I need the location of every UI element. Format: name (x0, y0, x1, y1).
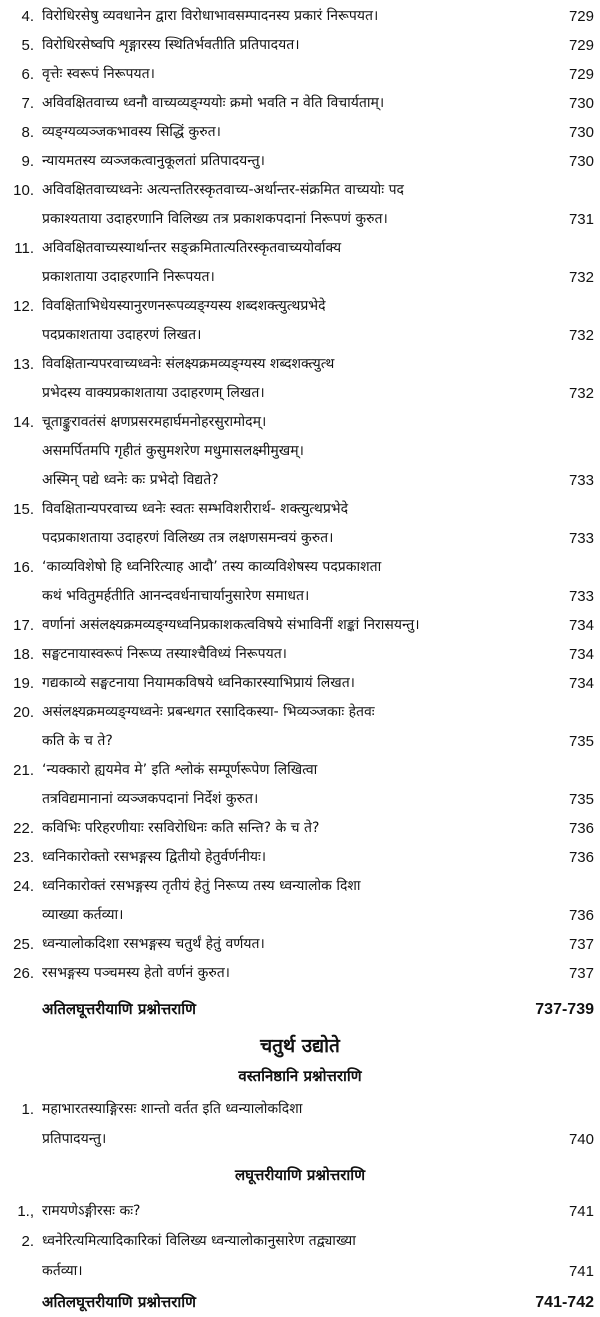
entry-text-line: अविवक्षितवाच्यस्यार्थान्तर सङ्क्रमितात्यतिरस्कृतवाच्ययोर्वाक्य (42, 240, 342, 256)
entry-page-number: 730 (568, 124, 594, 141)
entry-number: 6. (21, 66, 34, 83)
entry-page-number: 736 (568, 849, 594, 866)
toc-entry (0, 495, 600, 553)
entry-text-line: रसभङ्गस्य पञ्चमस्य हेतो वर्णनं कुरुत। (42, 965, 230, 981)
entry-page-number: 729 (568, 8, 594, 25)
entry-text-line: वृत्तेः स्वरूपं निरूपयत। (42, 66, 155, 82)
entry-text-line: ‘काव्यविशेषो हि ध्वनिरित्याह आदौ’ तस्य काव्यविशेषस्य पदप्रकाशता (42, 559, 382, 575)
entry-number: 19. (13, 675, 34, 692)
toc-entry (0, 350, 600, 408)
entry-text-line: कविभिः परिहरणीयाः रसविरोधिनः कति सन्ति? के च ते? (42, 820, 320, 836)
entry-text-line: कथं भवितुमर्हतीति आनन्दवर्धनाचार्यानुसारेण समाधत। (42, 588, 310, 604)
entry-page-number: 735 (568, 791, 594, 808)
toc-entry (0, 176, 600, 234)
summary-label: अतिलघूत्तरीयाणि प्रश्नोत्तराणि (42, 1293, 196, 1311)
entry-text-line: पदप्रकाशताया उदाहरणं लिखत। (42, 327, 202, 343)
entry-number: 5. (21, 37, 34, 54)
entry-text-line: वर्णानां असंलक्ष्यक्रमव्यङ्ग्यध्वनिप्रकाशकत्वविषये संभाविनीं शङ्कां निरासयन्तु। (42, 617, 420, 633)
toc-entry (0, 147, 600, 176)
entry-text-line: ध्वन्यालोकदिशा रसभङ्गस्य चतुर्थं हेतुं वर्णयत। (42, 936, 265, 952)
entry-text-line: व्याख्या कर्तव्या। (42, 907, 124, 923)
toc-entry (0, 118, 600, 147)
toc-entry (0, 872, 600, 930)
entry-text-line: विवक्षितान्यपरवाच्यध्वनेः संलक्ष्यक्रमव्यङ्ग्यस्य शब्दशक्त्युत्थ (42, 356, 335, 372)
entry-number: 21. (13, 762, 34, 779)
entry-text-line: चूताङ्कुरावतंसं क्षणप्रसरमहार्घमनोहरसुरामोदम्। (42, 414, 267, 430)
entry-number: 7. (21, 95, 34, 112)
entry-number: 26. (13, 965, 34, 982)
summary-row-1 (0, 995, 600, 1024)
entry-page-number: 737 (568, 965, 594, 982)
entry-text-line: प्रकाश्यताया उदाहरणानि विलिख्य तत्र प्रकाशकपदानां निरूपणं कुरुत। (42, 211, 388, 227)
entry-page-number: 740 (568, 1131, 594, 1148)
section-heading-short-answer: लघूत्तरीयाणि प्रश्नोत्तराणि (234, 1166, 366, 1184)
section-heading-objective: वस्तनिष्ठानि प्रश्नोत्तराणि (238, 1067, 362, 1085)
entry-number: 20. (13, 704, 34, 721)
entry-text-line: रामयणेऽङ्गीरसः कः? (42, 1203, 141, 1219)
entry-text-line: ‘न्यक्कारो ह्ययमेव मे’ इति श्लोकं सम्पूर्णरूपेण लिखित्वा (42, 762, 318, 778)
entry-text-line: व्यङ्ग्यव्यञ्जकभावस्य सिद्धिं कुरुत। (42, 124, 221, 140)
summary-label: अतिलघूत्तरीयाणि प्रश्नोत्तराणि (42, 1000, 196, 1018)
entry-page-number: 729 (568, 37, 594, 54)
toc-entry (0, 1227, 600, 1287)
entry-text-line: न्यायमतस्य व्यञ्जकत्वानुकूलतां प्रतिपादयन्तु। (42, 153, 265, 169)
entry-number: 4. (21, 8, 34, 25)
toc-entry (0, 669, 600, 698)
entry-page-number: 736 (568, 907, 594, 924)
entry-page-number: 732 (568, 327, 594, 344)
entry-number: 23. (13, 849, 34, 866)
entry-page-number: 736 (568, 820, 594, 837)
entry-text-line: असमर्पितमपि गृहीतं कुसुमशरेण मधुमासलक्ष्मीमुखम्। (42, 443, 304, 459)
chapter-title: चतुर्थ उद्योते (260, 1035, 340, 1057)
entry-number: 13. (13, 356, 34, 373)
entry-text-line: पदप्रकाशताया उदाहरणं विलिख्य तत्र लक्षणसमन्वयं कुरुत। (42, 530, 334, 546)
entry-page-number: 730 (568, 153, 594, 170)
summary-page-range: 737-739 (535, 1001, 594, 1018)
entry-number: 9. (21, 153, 34, 170)
toc-entry (0, 1095, 600, 1155)
toc-entry (0, 698, 600, 756)
entry-number: 1., (17, 1203, 34, 1220)
entry-text-line: ध्वनेरित्यमित्यादिकारिकां विलिख्य ध्वन्यालोकानुसारेण तद्व्याख्या (42, 1233, 356, 1249)
entry-page-number: 734 (568, 646, 594, 663)
entry-page-number: 731 (568, 211, 594, 228)
entry-number: 11. (14, 240, 34, 257)
toc-entry (0, 60, 600, 89)
toc-entry (0, 1197, 600, 1227)
entry-text-line: प्रतिपादयन्तु। (42, 1131, 107, 1147)
entry-number: 22. (13, 820, 34, 837)
entry-number: 14. (13, 414, 34, 431)
entry-number: 25. (13, 936, 34, 953)
entry-text-line: ध्वनिकारोक्तं रसभङ्गस्य तृतीयं हेतुं निरूप्य तस्य ध्वन्यालोक दिशा (42, 878, 361, 894)
toc-entry (0, 2, 600, 31)
entry-text-line: गद्यकाव्ये सङ्घटनाया नियामकविषये ध्वनिकारस्याभिप्रायं लिखत। (42, 675, 355, 691)
entry-number: 1. (21, 1101, 34, 1118)
entry-page-number: 730 (568, 95, 594, 112)
entry-page-number: 734 (568, 675, 594, 692)
toc-entry (0, 408, 600, 495)
entry-number: 18. (13, 646, 34, 663)
entry-page-number: 733 (568, 530, 594, 547)
entry-page-number: 741 (568, 1203, 594, 1220)
entry-text-line: विवक्षिताभिधेयस्यानुरणनरूपव्यङ्ग्यस्य शब्दशक्त्युत्थप्रभेदे (42, 298, 326, 314)
toc-entry (0, 31, 600, 60)
entry-number: 24. (13, 878, 34, 895)
entry-text-line: प्रकाशताया उदाहरणानि निरूपयत। (42, 269, 215, 285)
entry-page-number: 733 (568, 588, 594, 605)
entry-text-line: ध्वनिकारोक्तो रसभङ्गस्य द्वितीयो हेतुर्वर्णनीयः। (42, 849, 267, 865)
toc-entry (0, 756, 600, 814)
entry-text-line: सङ्घटनायास्वरूपं निरूप्य तस्याश्चैविध्यं निरूपयत। (42, 646, 287, 662)
toc-entry (0, 640, 600, 669)
entry-text-line: कर्तव्या। (42, 1263, 83, 1279)
entry-text-line: असंलक्ष्यक्रमव्यङ्ग्यध्वनेः प्रबन्धगत रसादिकस्या- भिव्यञ्जकाः हेतवः (42, 704, 375, 720)
entry-page-number: 734 (568, 617, 594, 634)
entry-page-number: 733 (568, 472, 594, 489)
entry-text-line: महाभारतस्याङ्गिरसः शान्तो वर्तत इति ध्वन्यालोकदिशा (42, 1101, 303, 1117)
toc-entry (0, 553, 600, 611)
entry-number: 16. (13, 559, 34, 576)
entry-text-line: तत्रविद्यमानानां व्यञ्जकपदानां निर्देशं कुरुत। (42, 791, 259, 807)
entry-text-line: विरोधिरसेष्वपि शृङ्गारस्य स्थितिर्भवतीति प्रतिपादयत। (42, 37, 300, 53)
toc-entry (0, 959, 600, 988)
toc-entry (0, 930, 600, 959)
entry-text-line: कति के च ते? (42, 733, 113, 749)
summary-row-2 (0, 1288, 600, 1317)
entry-number: 17. (13, 617, 34, 634)
entry-number: 2. (21, 1233, 34, 1250)
toc-entry (0, 234, 600, 292)
toc-entry (0, 611, 600, 640)
entry-text-line: अस्मिन् पद्ये ध्वनेः कः प्रभेदो विद्यते? (42, 472, 219, 488)
entry-text-line: विरोधिरसेषु व्यवधानेन द्वारा विरोधाभावसम्पादनस्य प्रकारं निरूपयत। (42, 8, 379, 24)
entry-number: 10. (13, 182, 34, 199)
entry-page-number: 732 (568, 385, 594, 402)
entry-page-number: 735 (568, 733, 594, 750)
entry-text-line: विवक्षितान्यपरवाच्य ध्वनेः स्वतः सम्भविशरीरार्थ- शक्त्युत्थप्रभेदे (42, 501, 349, 517)
entry-text-line: अविवक्षितवाच्यध्वनेः अत्यन्ततिरस्कृतवाच्य-अर्थान्तर-संक्रमित वाच्ययोः पद (42, 182, 404, 198)
entry-number: 12. (13, 298, 34, 315)
entry-page-number: 741 (568, 1263, 594, 1280)
toc-entry (0, 814, 600, 843)
entry-page-number: 737 (568, 936, 594, 953)
entry-text-line: प्रभेदस्य वाक्यप्रकाशताया उदाहरणम् लिखत। (42, 385, 265, 401)
entry-number: 15. (13, 501, 34, 518)
entry-text-line: अविवक्षितवाच्य ध्वनौ वाच्यव्यङ्ग्ययोः क्रमो भवति न वेति विचार्यताम्। (42, 95, 385, 111)
toc-entry (0, 843, 600, 872)
entry-page-number: 729 (568, 66, 594, 83)
entry-number: 8. (21, 124, 34, 141)
entry-page-number: 732 (568, 269, 594, 286)
toc-entry (0, 89, 600, 118)
toc-entry (0, 292, 600, 350)
summary-page-range: 741-742 (535, 1294, 594, 1311)
